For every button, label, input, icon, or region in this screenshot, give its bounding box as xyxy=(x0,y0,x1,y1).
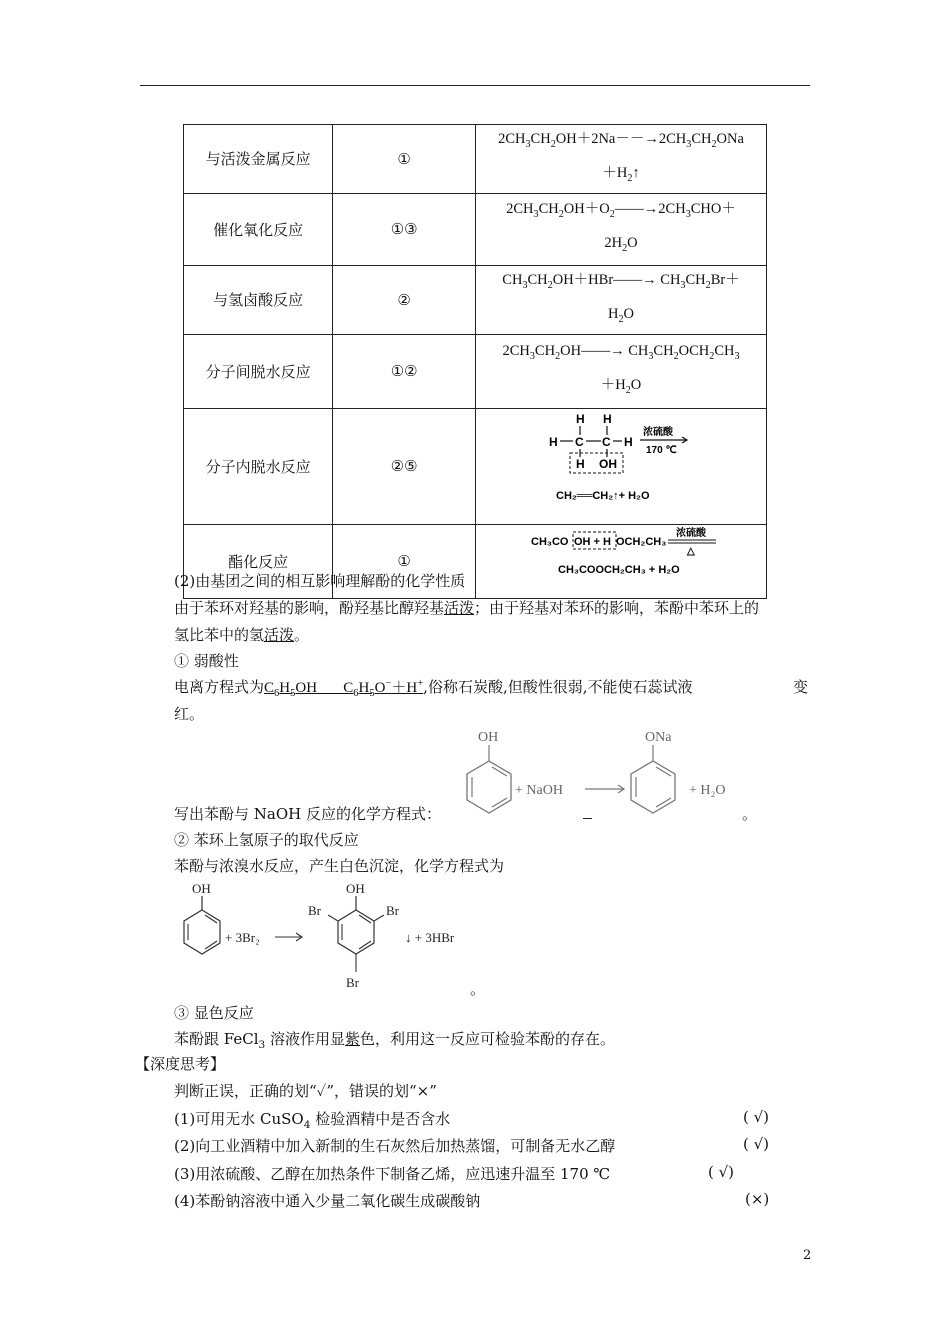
text: 变 xyxy=(793,678,809,696)
color-reaction-text: 苯酚跟 FeCl$_3$ 溶液作用显紫色，利用这一反应可检验苯酚的存在。 xyxy=(174,1030,616,1051)
bond-position: ①② xyxy=(333,334,476,408)
precipitate-and-hbr: ↓ + 3HBr xyxy=(405,930,455,945)
benzene-ring xyxy=(338,910,374,954)
section-2-title: (2)由基团之间的相互影响理解酚的化学性质 xyxy=(174,572,466,590)
answer-4: (×) xyxy=(745,1190,770,1208)
ionization-line xyxy=(174,676,692,699)
weak-acid-title: ① 弱酸性 xyxy=(174,652,239,670)
dehydration-product: CH₂══CH₂↑+ H₂O xyxy=(556,489,650,502)
atom-h: H xyxy=(603,411,612,426)
question-2: (2)向工业酒精中加入新制的生石灰然后加热蒸馏，可制备无水乙醇 xyxy=(174,1137,616,1155)
ionization-equation: $C_6H_5OH$ $C_6H_5O^-+H^+$ xyxy=(264,678,424,699)
reaction-name: 与氢卤酸反应 xyxy=(184,265,333,334)
answer-blank xyxy=(583,818,592,819)
paragraph xyxy=(174,624,309,645)
ester-mid: OH + H xyxy=(574,535,611,548)
bond-position: ① xyxy=(333,125,476,194)
water-product: + H₂O xyxy=(689,783,726,798)
naoh-prompt: 写出苯酚与 NaOH 反应的化学方程式： xyxy=(174,805,441,823)
text: 电离方程式为 xyxy=(174,678,265,696)
reaction-equation: $CH_3CH_2OH+HBr——\to CH_3CH_2Br+$ $H_2O$ xyxy=(476,265,767,334)
reaction-equation: $2CH_3CH_2OH+2Na--\to 2CH_3CH_2ONa$ $+H_2↑$ xyxy=(476,125,767,194)
paragraph xyxy=(174,597,759,618)
question-3: (3)用浓硫酸、乙醇在加热条件下制备乙烯，应迅速升温至 170 ℃ xyxy=(174,1165,611,1183)
text: 红。 xyxy=(174,705,205,723)
ester-alcohol: OCH₂CH₃ xyxy=(616,535,667,548)
text: ；由于羟基对苯环的影响，苯酚中苯环上的 xyxy=(474,599,760,617)
table-row xyxy=(184,408,767,524)
atom-h: H xyxy=(549,434,558,449)
reaction-equation: $2CH_3CH_2OH——\to CH_3CH_2OCH_2CH_3$ $+H_2O$ xyxy=(476,334,767,408)
bond-position: ②⑤ xyxy=(333,408,476,524)
text: 。 xyxy=(470,980,486,998)
bromine-atom: Br xyxy=(386,903,399,918)
table-row xyxy=(184,125,767,194)
benzene-ring xyxy=(184,910,220,954)
table-row xyxy=(184,193,767,265)
text: 。 xyxy=(294,626,310,644)
page-number: 2 xyxy=(803,1248,812,1263)
question-4: (4)苯酚钠溶液中通入少量二氧化碳生成碳酸钠 xyxy=(174,1192,481,1210)
atom-c: C xyxy=(575,434,584,449)
atom-c: C xyxy=(602,434,611,449)
reaction-name: 酯化反应 xyxy=(184,524,333,598)
underlined-answer: 活泼 xyxy=(444,599,475,617)
phenoxide-label: ONa xyxy=(645,730,672,745)
text: 氢比苯中的氢 xyxy=(174,626,265,644)
reaction-name: 分子内脱水反应 xyxy=(184,408,333,524)
reaction-name: 分子间脱水反应 xyxy=(184,334,333,408)
benzene-ring xyxy=(467,761,511,813)
text: ,俗称石炭酸,但酸性很弱,不能使石蕊试液 xyxy=(423,678,693,696)
answer-2: ( √) xyxy=(743,1135,770,1153)
phenol-naoh-equation xyxy=(455,727,765,827)
bromination-intro: 苯酚与浓溴水反应，产生白色沉淀，化学方程式为 xyxy=(174,857,505,875)
deep-thinking-title: 【深度思考】 xyxy=(135,1055,226,1073)
esterification-diagram xyxy=(476,525,766,587)
esterification-cell xyxy=(476,524,767,598)
answer-3: ( √) xyxy=(708,1163,735,1181)
hydroxyl-label: OH xyxy=(346,881,365,896)
condition-top: 浓硫酸 xyxy=(643,426,673,438)
ethanol-reaction-table xyxy=(183,124,767,599)
hydroxyl-label: OH xyxy=(192,881,211,896)
color-reaction-title: ③ 显色反应 xyxy=(174,1004,254,1022)
answer-1: ( √) xyxy=(743,1108,770,1126)
underlined-answer: 活泼 xyxy=(264,626,295,644)
bromine-atom: Br xyxy=(346,975,359,990)
judge-instructions: 判断正误，正确的划“✓”，错误的划“×” xyxy=(174,1082,437,1100)
atom-oh: OH xyxy=(599,456,617,471)
bond-position: ① xyxy=(333,524,476,598)
atom-h: H xyxy=(576,411,585,426)
ethanol-dehydration-diagram xyxy=(476,409,766,513)
question-1: (1)可用无水 CuSO$_4$ 检验酒精中是否含水 xyxy=(174,1110,451,1131)
ester-condition-bottom: △ xyxy=(687,545,695,557)
bromine-reagent: + 3Br₂ xyxy=(225,930,260,945)
header-rule xyxy=(140,85,810,86)
bond-position: ② xyxy=(333,265,476,334)
bromine-atom: Br xyxy=(308,903,321,918)
dehydration-structure-cell xyxy=(476,408,767,524)
reaction-equation: $2CH_3CH_2OH+O_2——\to 2CH_3CHO+$ $2H_2O$ xyxy=(476,193,767,265)
substitution-title: ② 苯环上氢原子的取代反应 xyxy=(174,831,359,849)
atom-h: H xyxy=(576,456,585,471)
text: 由于苯环对羟基的影响，酚羟基比醇羟基 xyxy=(174,599,445,617)
hydroxyl-label: OH xyxy=(478,730,499,745)
table-row xyxy=(184,334,767,408)
benzene-ring xyxy=(631,761,675,813)
table-row xyxy=(184,265,767,334)
bond-position: ①③ xyxy=(333,193,476,265)
reaction-name: 催化氧化反应 xyxy=(184,193,333,265)
text: 。 xyxy=(742,805,758,823)
ester-acid: CH₃CO xyxy=(531,535,569,548)
reaction-name: 与活泼金属反应 xyxy=(184,125,333,194)
atom-h: H xyxy=(624,434,633,449)
phenol-bromination-equation xyxy=(175,880,495,995)
ester-product: CH₃COOCH₂CH₃ + H₂O xyxy=(558,563,680,576)
ester-condition-top: 浓硫酸 xyxy=(676,527,706,539)
condition-bottom: 170 ℃ xyxy=(646,444,677,456)
naoh-reagent: + NaOH xyxy=(515,783,563,798)
